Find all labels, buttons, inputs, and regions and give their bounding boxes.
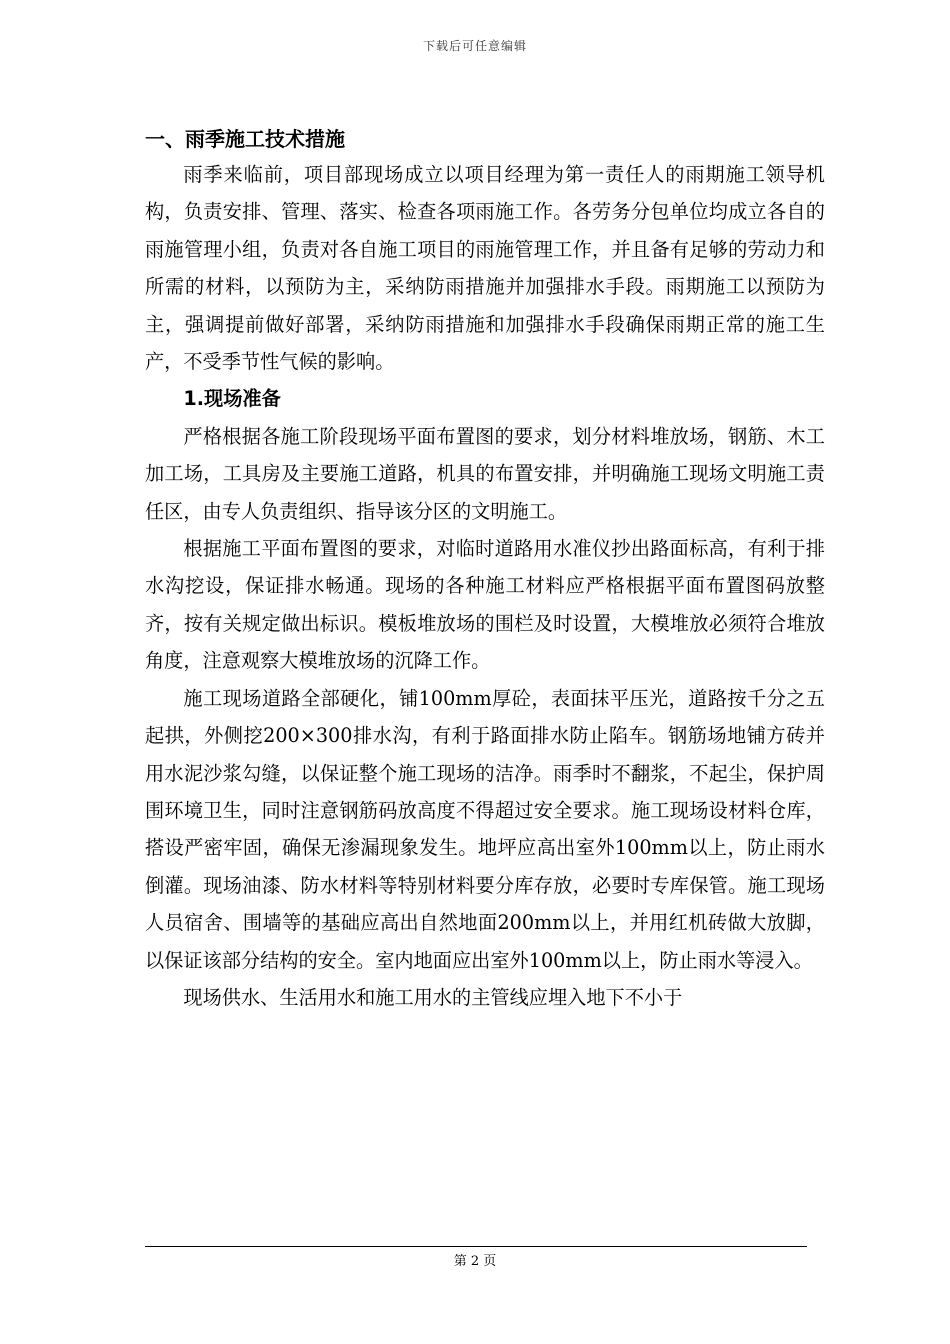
subsection-title: 1.现场准备 — [183, 387, 281, 411]
intro-paragraph: 雨季来临前，项目部现场成立以项目经理为第一责任人的雨期施工领导机构，负责安排、管理、落实、检查各项雨施工作。各劳务分包单位均成立各自的雨施管理小组，负责对各自施工项目的雨施管理工作，并且备有足够的劳动力和所需的材料，以预防为主，采纳防雨措施并加强排水手段。雨期施工以预防为主，强调提前做好部署，采纳防雨措施和加强排水手段确保雨期正常的施工生产，不受季节性气候的影响。 — [145, 163, 825, 374]
paragraph-road-hardening: 施工现场道路全部硬化，铺100mm厚砼，表面抹平压光，道路按千分之五起拱，外侧挖200×300排水沟，有利于路面排水防止陷车。钢筋场地铺方砖并用水泥沙浆勾缝，以保证整个施工现场的洁净。雨季时不翻浆，不起尘，保护周围环境卫生，同时注意钢筋码放高度不得超过安全要求。施工现场设材料仓库，搭设严密牢固，确保无渗漏现象发生。地坪应高出室外100mm以上，防止雨水倒灌。现场油漆、防水材料等特别材料要分库存放，必要时专库保管。施工现场人员宿舍、围墙等的基础应高出自然地面200mm以上，并用红机砖做大放脚，以保证该部分结构的安全。室内地面应出室外100mm以上，防止雨水等浸入。 — [145, 686, 825, 972]
paragraph-site-layout: 严格根据各施工阶段现场平面布置图的要求，划分材料堆放场，钢筋、木工加工场，工具房及主要施工道路，机具的布置安排，并明确施工现场文明施工责任区，由专人负责组织、指导该分区的文明施工。 — [145, 424, 825, 523]
document-body — [145, 122, 825, 1016]
footer-divider — [145, 1246, 807, 1247]
page-number: 第 2 页 — [453, 1254, 497, 1269]
section-title: 一、雨季施工技术措施 — [145, 127, 345, 151]
paragraph-water-supply: 现场供水、生活用水和施工用水的主管线应埋入地下不小于 — [183, 985, 683, 1009]
header-note: 下载后可任意编辑 — [422, 39, 527, 53]
paragraph-road-elevation: 根据施工平面布置图的要求，对临时道路用水准仪抄出路面标高，有利于排水沟挖设，保证排水畅通。现场的各种施工材料应严格根据平面布置图码放整齐，按有关规定做出标识。模板堆放场的围栏及时设置，大模堆放必须符合堆放角度，注意观察大模堆放场的沉降工作。 — [145, 537, 825, 673]
